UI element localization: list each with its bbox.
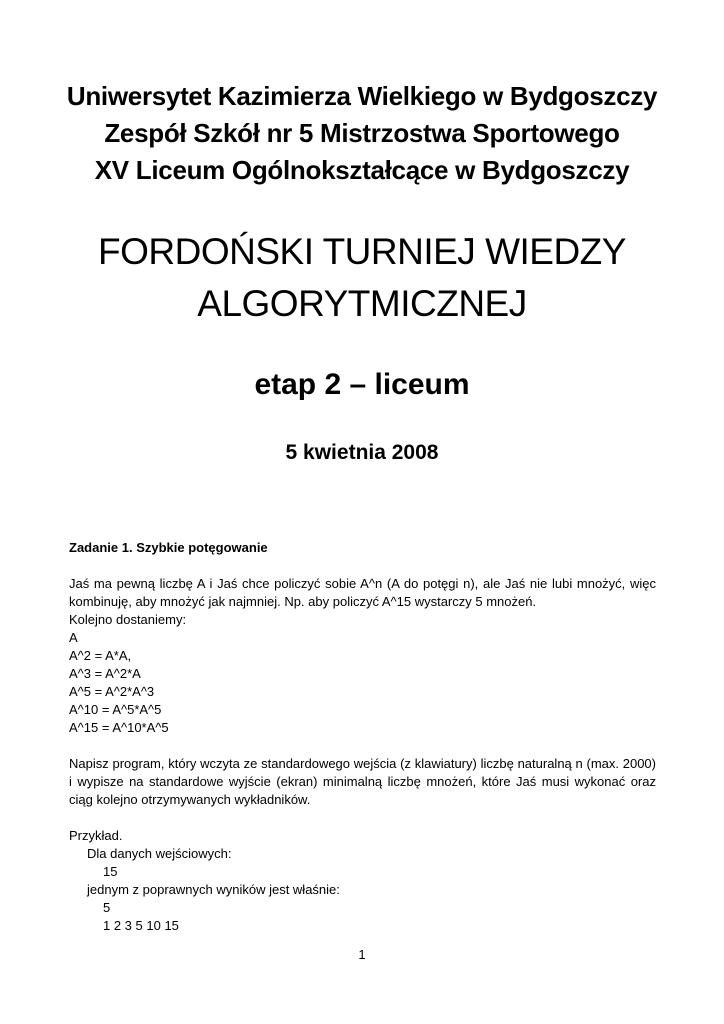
event-date: 5 kwietnia 2008 bbox=[285, 441, 439, 464]
spacer bbox=[69, 809, 656, 827]
spacer bbox=[69, 737, 656, 755]
sequence-step: A^2 = A*A, bbox=[69, 648, 132, 663]
high-school-name: XV Liceum Ogólnokształcące w Bydgoszczy bbox=[94, 155, 630, 185]
task-title: Zadanie 1. Szybkie potęgowanie bbox=[69, 540, 268, 555]
sequence-intro: Kolejno dostaniemy: bbox=[69, 612, 187, 627]
tournament-title-line-2: ALGORYTMICZNEJ bbox=[197, 283, 527, 324]
spacer bbox=[69, 557, 656, 575]
task-content bbox=[69, 539, 656, 935]
task-intro: Jaś ma pewną liczbę A i Jaś chce policzyć sobie A^n (A do potęgi n), ale Jaś nie lubi mnożyć, więc kombinuję, aby mnożyć jak najmniej. Np. aby policzyć A^15 wystarczy 5 mnożeń. bbox=[69, 576, 656, 609]
example-input-label: Dla danych wejściowych: bbox=[87, 846, 232, 861]
example-output-line: 5 bbox=[103, 900, 111, 915]
tournament-title bbox=[0, 226, 724, 330]
sequence-step: A^15 = A^10*A^5 bbox=[69, 720, 169, 735]
example-input-value: 15 bbox=[103, 864, 118, 879]
sequence-step: A^3 = A^2*A bbox=[69, 666, 141, 681]
sequence-step: A^5 = A^2*A^3 bbox=[69, 684, 155, 699]
example-label: Przykład. bbox=[69, 828, 123, 843]
example-output-line: 1 2 3 5 10 15 bbox=[103, 918, 179, 933]
task-instructions: Napisz program, który wczyta ze standardowego wejścia (z klawiatury) liczbę naturalną n (max. 2000) i wypisze na standardowe wyjście (ekran) minimalną liczbę mnożeń, które Jaś musi wykonać oraz ciąg kolejno otrzymywanych wykładników. bbox=[69, 756, 656, 807]
sequence-step: A bbox=[69, 630, 78, 645]
school-complex-name: Zespół Szkół nr 5 Mistrzostwa Sportowego bbox=[104, 118, 620, 148]
sequence-step: A^10 = A^5*A^5 bbox=[69, 702, 162, 717]
institution-header bbox=[0, 78, 724, 189]
tournament-title-line-1: FORDOŃSKI TURNIEJ WIEDZY bbox=[98, 231, 626, 272]
page-number: 1 bbox=[358, 947, 366, 962]
stage-label: etap 2 – liceum bbox=[254, 368, 470, 401]
example-output-label: jednym z poprawnych wyników jest właśnie: bbox=[87, 882, 340, 897]
university-name: Uniwersytet Kazimierza Wielkiego w Bydgoszczy bbox=[66, 81, 658, 111]
